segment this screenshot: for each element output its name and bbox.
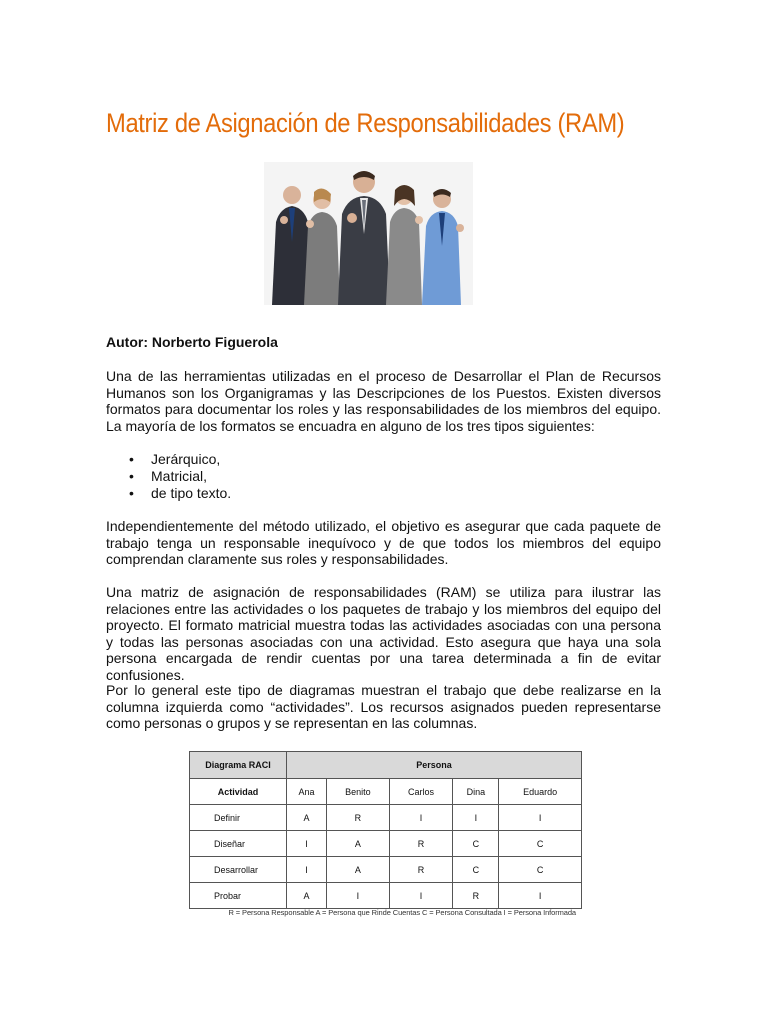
page-title: Matriz de Asignación de Responsabilidades (RAM) — [106, 108, 625, 138]
raci-cell: I — [453, 805, 499, 831]
raci-cell: A — [287, 883, 327, 909]
list-item: • Matricial, — [129, 468, 208, 484]
raci-table — [189, 751, 582, 909]
author-line: Autor: Norberto Figuerola — [106, 334, 278, 350]
raci-cell: C — [453, 857, 499, 883]
raci-cell: A — [287, 805, 327, 831]
table-row — [190, 805, 582, 831]
raci-diagram — [185, 748, 586, 924]
activity-cell: Definir — [190, 805, 287, 831]
paragraph-intro: Una de las herramientas utilizadas en el proceso de Desarrollar el Plan de Recursos Humanos son los Organigramas y las Descripciones de los Puestos. Existen diversos formatos para documentar los roles y las responsabilidades de los miembros del equipo. La mayoría de los formatos se encuadra en alguno de los tres tipos siguientes: — [106, 368, 661, 434]
person-header-cell: Dina — [453, 779, 499, 805]
paragraph-diagram-layout: Por lo general este tipo de diagramas muestran el trabajo que debe realizarse en la columna izquierda como “actividades”. Los recursos asignados pueden representarse como personas o grupos y se representan en las columnas. — [106, 682, 661, 731]
person-header-cell: Eduardo — [499, 779, 582, 805]
bullet-icon: • — [129, 451, 134, 467]
person-header-cell: Ana — [287, 779, 327, 805]
team-photo-illustration — [264, 162, 473, 305]
persona-header-cell: Persona — [287, 752, 582, 779]
people-header-row — [190, 779, 582, 805]
raci-cell: A — [327, 857, 390, 883]
raci-corner-cell: Diagrama RACI — [190, 752, 287, 779]
raci-cell: R — [389, 857, 453, 883]
table-row — [190, 857, 582, 883]
raci-cell: C — [453, 831, 499, 857]
list-item: • Jerárquico, — [129, 451, 221, 467]
raci-cell: I — [499, 805, 582, 831]
format-types-list — [106, 451, 231, 502]
activity-cell: Probar — [190, 883, 287, 909]
raci-cell: A — [327, 831, 390, 857]
person-header-cell: Benito — [327, 779, 390, 805]
activity-cell: Diseñar — [190, 831, 287, 857]
raci-cell: I — [287, 857, 327, 883]
raci-cell: I — [499, 883, 582, 909]
team-photo — [264, 162, 473, 305]
raci-cell: R — [327, 805, 390, 831]
table-header-row — [190, 752, 582, 779]
list-item: • de tipo texto. — [129, 485, 232, 501]
raci-cell: I — [327, 883, 390, 909]
paragraph-objective: Independientemente del método utilizado, el objetivo es asegurar que cada paquete de trabajo tenga un responsable inequívoco y de que todos los miembros del equipo comprendan claramente sus roles y responsabilidades. — [106, 518, 661, 567]
raci-legend: R = Persona Responsable A = Persona que Rinde Cuentas C = Persona Consultada I = Persona Informada — [228, 908, 576, 917]
raci-cell: I — [389, 883, 453, 909]
paragraph-ram-definition: Una matriz de asignación de responsabilidades (RAM) se utiliza para ilustrar las relaciones entre las actividades o los paquetes de trabajo y los miembros del equipo del proyecto. El formato matricial muestra todas las actividades asociadas con una persona y todas las personas asociadas con una actividad. Esto asegura que haya una sola persona encargada de rendir cuentas por una tarea determinada a fin de evitar confusiones. — [106, 584, 661, 683]
raci-cell: R — [389, 831, 453, 857]
table-row — [190, 883, 582, 909]
raci-cell: R — [453, 883, 499, 909]
person-header-cell: Carlos — [389, 779, 453, 805]
activity-cell: Desarrollar — [190, 857, 287, 883]
activity-header-cell: Actividad — [190, 779, 287, 805]
bullet-icon: • — [129, 485, 134, 501]
table-row — [190, 831, 582, 857]
raci-cell: I — [287, 831, 327, 857]
raci-cell: C — [499, 831, 582, 857]
raci-cell: I — [389, 805, 453, 831]
bullet-icon: • — [129, 468, 134, 484]
raci-cell: C — [499, 857, 582, 883]
